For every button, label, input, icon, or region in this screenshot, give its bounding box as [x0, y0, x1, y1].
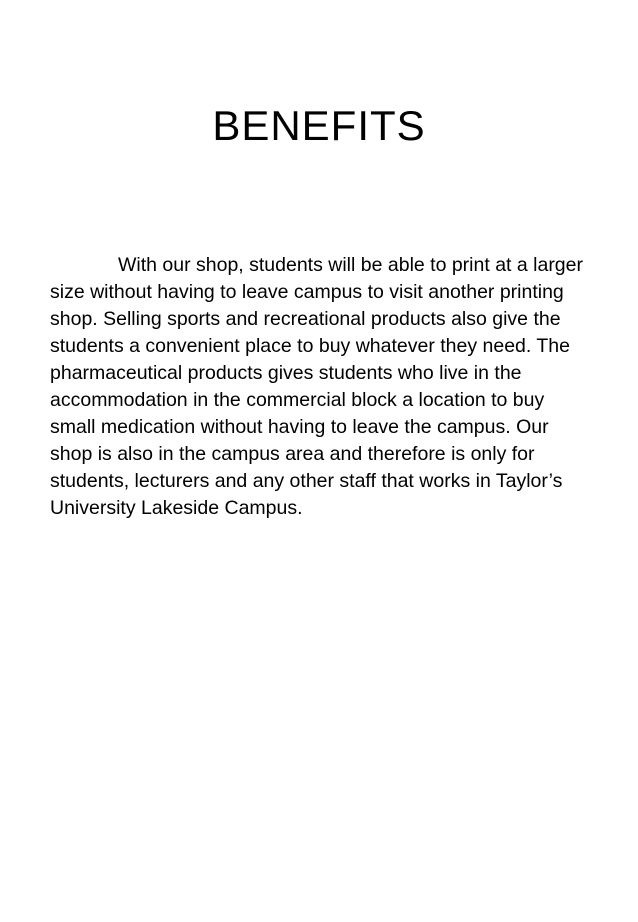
benefits-paragraph: With our shop, students will be able to print at a larger size without having to leave campus to visit another printing shop. Selling sports and recreational products also give the students a convenient place to buy whatever they need. The pharmaceutical products gives students who live in the accommodation in the commercial block a location to buy small medication without having to leave the campus. Our shop is also in the campus area and therefore is only for students, lecturers and any other staff that works in Taylor’s University Lakeside Campus. [50, 254, 583, 519]
page-title: BENEFITS [212, 102, 426, 149]
